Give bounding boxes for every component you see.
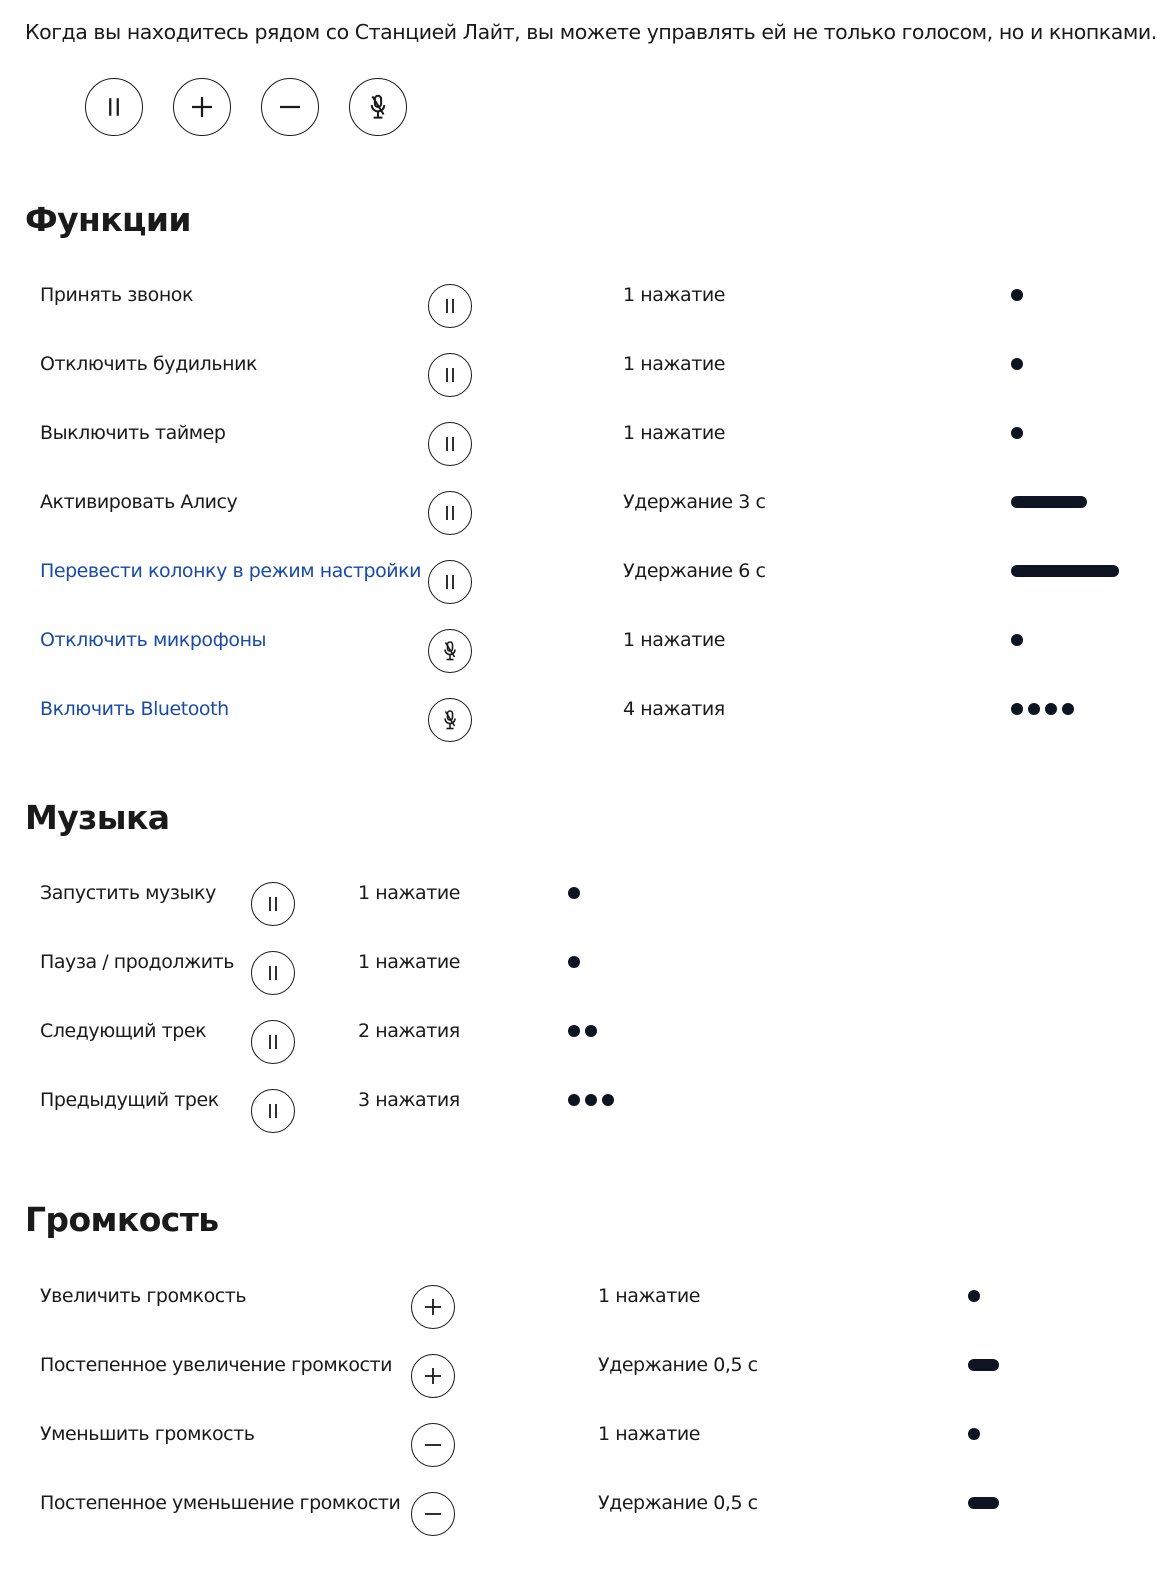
pause-icon xyxy=(438,432,462,456)
minus-icon xyxy=(421,1433,445,1457)
volume-down-button[interactable] xyxy=(261,78,319,136)
function-label: Запустить музыку xyxy=(40,882,216,904)
press-action: 3 нажатия xyxy=(358,1089,460,1111)
function-label: Отключить будильник xyxy=(40,353,258,375)
press-pattern xyxy=(1011,633,1023,647)
table-row xyxy=(0,1352,1172,1400)
pause-icon xyxy=(261,1099,285,1123)
mic-off-icon xyxy=(438,708,462,732)
press-pattern xyxy=(968,1427,980,1441)
device-button xyxy=(411,1492,455,1536)
device-button xyxy=(428,629,472,673)
press-dot xyxy=(602,1094,614,1106)
press-pattern xyxy=(1011,495,1087,509)
press-dot xyxy=(1011,634,1023,646)
table-row xyxy=(0,282,1172,330)
press-dot xyxy=(968,1290,980,1302)
press-pattern xyxy=(1011,426,1023,440)
function-label: Уменьшить громкость xyxy=(40,1423,255,1445)
device-button xyxy=(411,1423,455,1467)
device-button xyxy=(411,1354,455,1398)
pause-icon xyxy=(261,961,285,985)
table-row xyxy=(0,1018,1172,1066)
device-button xyxy=(428,422,472,466)
pause-icon xyxy=(438,363,462,387)
press-pattern xyxy=(1011,564,1119,578)
hold-dash xyxy=(1011,496,1087,508)
device-button xyxy=(428,560,472,604)
plus-icon xyxy=(187,92,217,122)
table-row xyxy=(0,1490,1172,1538)
press-pattern xyxy=(1011,288,1023,302)
function-label: Постепенное увеличение громкости xyxy=(40,1354,393,1376)
press-pattern xyxy=(568,1093,614,1107)
press-pattern xyxy=(568,1024,597,1038)
plus-icon xyxy=(421,1364,445,1388)
press-pattern xyxy=(968,1496,999,1510)
mic-off-button[interactable] xyxy=(349,78,407,136)
table-row xyxy=(0,1283,1172,1331)
section-title-music: Музыка xyxy=(25,798,170,837)
top-buttons xyxy=(85,78,407,136)
press-action: Удержание 0,5 с xyxy=(598,1492,758,1514)
device-button xyxy=(428,491,472,535)
press-dot xyxy=(1045,703,1057,715)
press-dot xyxy=(1028,703,1040,715)
function-label: Увеличить громкость xyxy=(40,1285,247,1307)
hold-dash xyxy=(968,1497,999,1509)
function-link[interactable]: Отключить микрофоны xyxy=(40,629,267,651)
device-button xyxy=(411,1285,455,1329)
device-button xyxy=(428,284,472,328)
table-row xyxy=(0,696,1172,744)
press-action: Удержание 3 с xyxy=(623,491,766,513)
device-button xyxy=(428,353,472,397)
hold-dash xyxy=(968,1359,999,1371)
press-pattern xyxy=(1011,702,1074,716)
press-action: 1 нажатие xyxy=(623,422,726,444)
press-action: 1 нажатие xyxy=(358,882,461,904)
press-dot xyxy=(1011,427,1023,439)
pause-icon xyxy=(438,570,462,594)
table-row xyxy=(0,420,1172,468)
press-dot xyxy=(585,1094,597,1106)
pause-icon xyxy=(438,294,462,318)
minus-icon xyxy=(275,92,305,122)
table-row xyxy=(0,489,1172,537)
press-dot xyxy=(568,1025,580,1037)
press-action: 1 нажатие xyxy=(623,629,726,651)
pause-button[interactable] xyxy=(85,78,143,136)
press-pattern xyxy=(1011,357,1023,371)
mic-off-icon xyxy=(438,639,462,663)
device-button xyxy=(251,1020,295,1064)
device-button xyxy=(251,882,295,926)
function-label: Постепенное уменьшение громкости xyxy=(40,1492,401,1514)
press-action: Удержание 6 с xyxy=(623,560,766,582)
press-dot xyxy=(1011,289,1023,301)
pause-icon xyxy=(261,1030,285,1054)
device-button xyxy=(251,1089,295,1133)
hold-dash xyxy=(1011,565,1119,577)
mic-off-icon xyxy=(363,92,393,122)
table-row xyxy=(0,1087,1172,1135)
press-action: 4 нажатия xyxy=(623,698,725,720)
press-dot xyxy=(585,1025,597,1037)
function-link[interactable]: Включить Bluetooth xyxy=(40,698,229,720)
press-pattern xyxy=(568,886,580,900)
volume-up-button[interactable] xyxy=(173,78,231,136)
press-action: 1 нажатие xyxy=(598,1285,701,1307)
press-dot xyxy=(968,1428,980,1440)
pause-icon xyxy=(261,892,285,916)
table-row xyxy=(0,558,1172,606)
press-action: Удержание 0,5 с xyxy=(598,1354,758,1376)
press-action: 2 нажатия xyxy=(358,1020,460,1042)
table-row xyxy=(0,949,1172,997)
function-label: Активировать Алису xyxy=(40,491,238,513)
press-dot xyxy=(1011,703,1023,715)
table-row xyxy=(0,351,1172,399)
press-dot xyxy=(568,887,580,899)
pause-icon xyxy=(99,92,129,122)
function-label: Принять звонок xyxy=(40,284,194,306)
plus-icon xyxy=(421,1295,445,1319)
table-row xyxy=(0,627,1172,675)
press-action: 1 нажатие xyxy=(623,353,726,375)
device-button xyxy=(428,698,472,742)
function-label: Предыдущий трек xyxy=(40,1089,219,1111)
press-dot xyxy=(568,956,580,968)
function-label: Пауза / продолжить xyxy=(40,951,235,973)
press-dot xyxy=(1062,703,1074,715)
press-pattern xyxy=(968,1289,980,1303)
press-pattern xyxy=(968,1358,999,1372)
device-button xyxy=(251,951,295,995)
function-label: Следующий трек xyxy=(40,1020,207,1042)
function-link[interactable]: Перевести колонку в режим настройки xyxy=(40,560,422,582)
section-title-functions: Функции xyxy=(25,200,191,239)
minus-icon xyxy=(421,1502,445,1526)
function-label: Выключить таймер xyxy=(40,422,226,444)
pause-icon xyxy=(438,501,462,525)
table-row xyxy=(0,880,1172,928)
press-action: 1 нажатие xyxy=(358,951,461,973)
section-title-volume: Громкость xyxy=(25,1200,219,1239)
press-pattern xyxy=(568,955,580,969)
press-action: 1 нажатие xyxy=(598,1423,701,1445)
intro-text: Когда вы находитесь рядом со Станцией Лайт, вы можете управлять ей не только голосом, но и кнопками. xyxy=(25,20,1157,44)
press-dot xyxy=(1011,358,1023,370)
press-dot xyxy=(568,1094,580,1106)
table-row xyxy=(0,1421,1172,1469)
press-action: 1 нажатие xyxy=(623,284,726,306)
